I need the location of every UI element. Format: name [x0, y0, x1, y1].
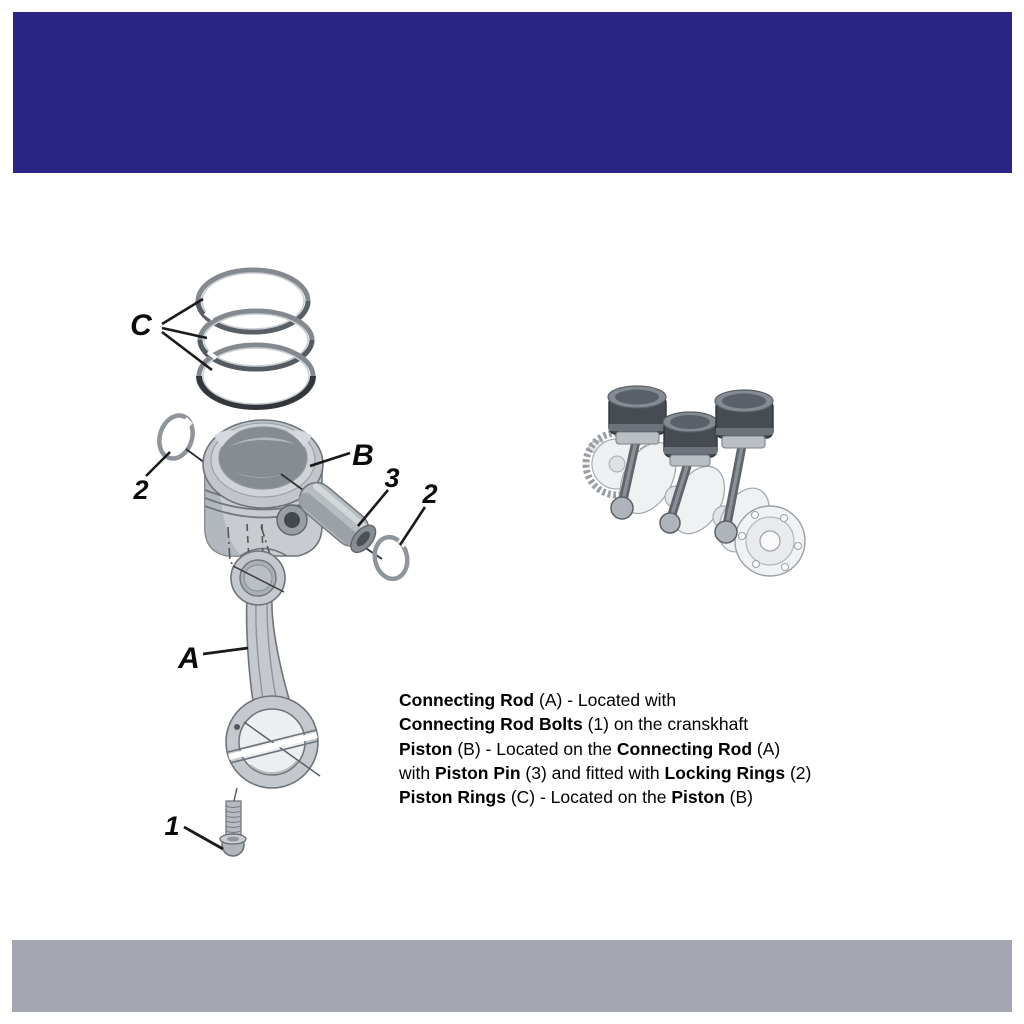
description-segment: (A) - Located with [534, 690, 677, 710]
label-2-left-leader [146, 452, 170, 476]
description-segment: (B) [724, 787, 754, 808]
description-segment: Locking Rings [664, 762, 786, 783]
connecting-rod-illustration [226, 551, 320, 788]
piston-rings-illustration [198, 270, 313, 407]
description-segment: Connecting Rod Bolts [399, 714, 583, 735]
locking-ring-right-illustration [371, 534, 411, 582]
label-locking-ring-left: 2 [133, 475, 149, 505]
description-segment: (A) [752, 738, 781, 759]
label-1-leader [184, 827, 223, 849]
label-3-leader [358, 490, 388, 526]
description-line [399, 761, 885, 785]
description-segment: (2) [785, 762, 812, 783]
description-segment: Piston Pin [434, 762, 521, 783]
label-rod-bolt: 1 [164, 811, 180, 841]
rod-bolt-illustration [220, 788, 246, 856]
description-segment: Piston [671, 787, 725, 808]
label-piston: B [352, 439, 374, 472]
description-segment: (3) and fitted with [520, 762, 665, 783]
header-bar [13, 12, 1012, 173]
description-line [399, 785, 885, 809]
description-line [399, 737, 885, 761]
description-segment: (1) on the cranskhaft [582, 714, 749, 735]
parts-description [399, 688, 885, 809]
footer-bar [12, 940, 1012, 1012]
description-segment: with [399, 762, 435, 783]
description-line [399, 712, 885, 736]
description-segment: Connecting Rod [616, 738, 753, 759]
label-piston-rings: C [130, 309, 152, 342]
label-connecting-rod: A [178, 642, 200, 675]
crankshaft-assembly-illustration [580, 370, 810, 580]
label-piston-pin: 3 [384, 463, 400, 493]
label-2-right-leader [400, 507, 425, 545]
description-segment: (B) - Located on the [452, 738, 617, 759]
label-locking-ring-right: 2 [422, 479, 438, 509]
description-line [399, 688, 885, 712]
label-a-leader [203, 648, 248, 654]
description-segment: Piston Rings [399, 787, 506, 808]
description-segment: Connecting Rod [399, 690, 535, 710]
description-segment: (C) - Located on the [505, 787, 672, 808]
description-segment: Piston [399, 738, 453, 759]
